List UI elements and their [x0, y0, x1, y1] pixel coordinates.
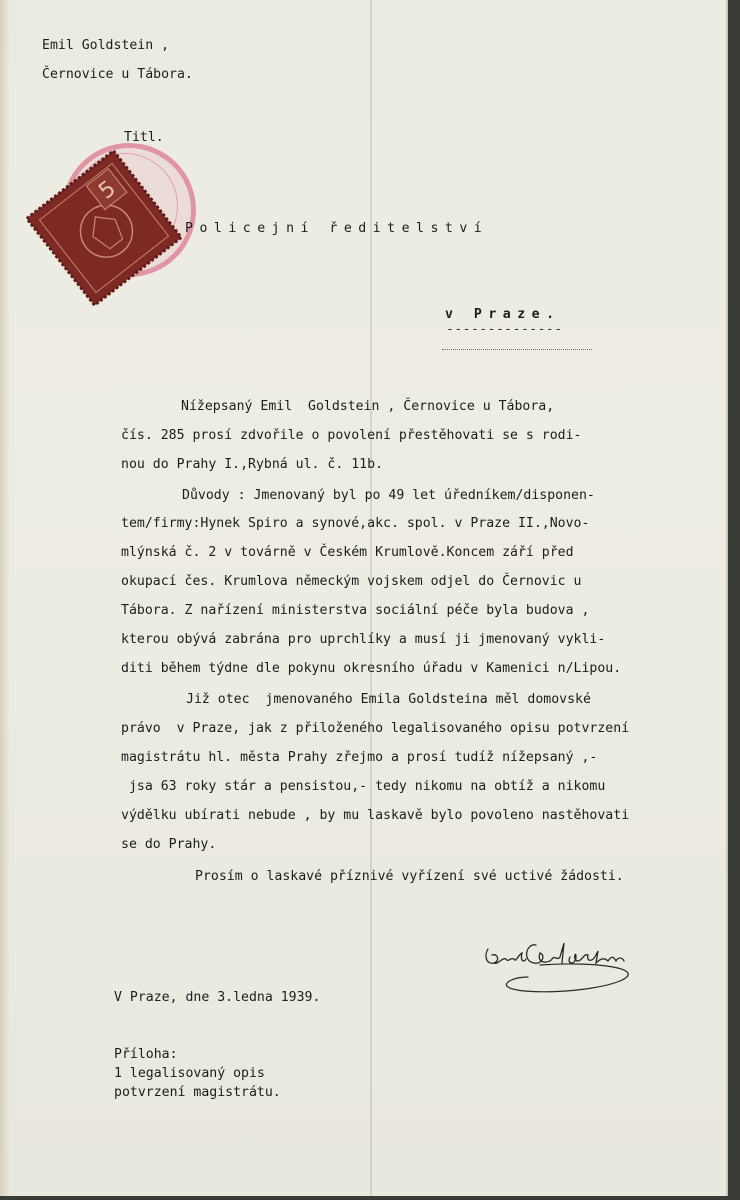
- body-line: nou do Prahy I.,Rybná ul. č. 11b.: [121, 457, 384, 472]
- body-line: magistrátu hl. města Prahy zřejmo a prosí tudíž nížepsaný ,-: [121, 750, 598, 765]
- handwritten-signature: [480, 935, 645, 997]
- paper-fold-line: [370, 0, 372, 1196]
- salutation: Titl.: [124, 130, 164, 145]
- body-line: okupací čes. Krumlova německým vojskem odjel do Černovic u: [121, 574, 582, 589]
- body-line: Již otec jmenovaného Emila Goldsteina měl domovské: [186, 692, 591, 707]
- body-line: právo v Praze, jak z přiloženého legalisovaného opisu potvrzení: [121, 721, 630, 736]
- body-line: Důvody : Jmenovaný byl po 49 let úředníkem/disponen-: [182, 488, 595, 503]
- addressee-office: Policejní ředitelství: [185, 221, 489, 236]
- attachment-heading: Příloha:: [114, 1047, 178, 1062]
- body-line: tem/firmy:Hynek Spiro a synové,akc. spol. v Praze II.,Novo-: [121, 516, 590, 531]
- paper-left-edge: [0, 0, 10, 1196]
- revenue-stamp-value: 5: [94, 176, 121, 205]
- addressee-city-underline: --------------: [446, 322, 563, 337]
- attachment-line: potvrzení magistrátu.: [114, 1085, 281, 1100]
- addressee-city: v Praze.: [445, 307, 561, 322]
- body-line: výdělku ubírati nebude , by mu laskavě bylo povoleno nastěhovati: [121, 808, 630, 823]
- body-line: se do Prahy.: [121, 837, 217, 852]
- sender-place: Černovice u Tábora.: [42, 67, 193, 82]
- date-line: V Praze, dne 3.ledna 1939.: [114, 990, 321, 1005]
- dotted-rule: [442, 349, 592, 350]
- body-line: kterou obývá zabrána pro uprchlíky a musí ji jmenovaný vykli-: [121, 632, 606, 647]
- body-line: jsa 63 roky stár a pensistou,- tedy nikomu na obtíž a nikomu: [121, 779, 606, 794]
- attachment-line: 1 legalisovaný opis: [114, 1066, 265, 1081]
- body-line: čís. 285 prosí zdvořile o povolení přestěhovati se s rodi-: [121, 428, 582, 443]
- body-line: Nížepsaný Emil Goldstein , Černovice u Tábora,: [181, 399, 555, 414]
- body-line: mlýnská č. 2 v továrně v Českém Krumlově.Koncem září před: [121, 545, 574, 560]
- closing-line: Prosím o laskavé příznivé vyřízení své uctivé žádosti.: [195, 869, 624, 884]
- body-line: Tábora. Z nařízení ministerstva sociální péče byla budova ,: [121, 603, 590, 618]
- body-line: diti během týdne dle pokynu okresního úřadu v Kamenici n/Lipou.: [121, 661, 622, 676]
- sender-name: Emil Goldstein ,: [42, 38, 170, 53]
